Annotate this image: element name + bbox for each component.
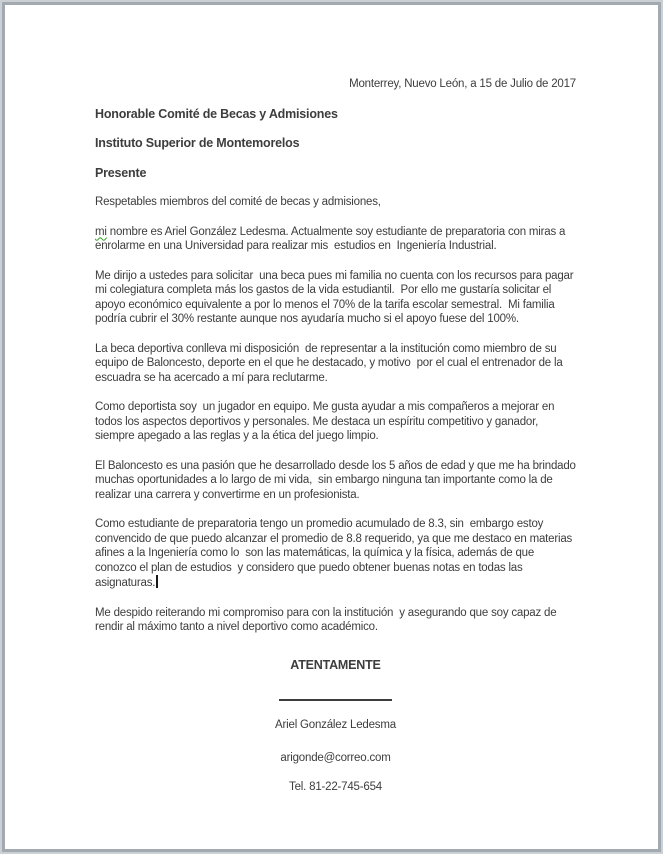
signature-line [279,699,392,701]
recipient-committee: Honorable Comité de Becas y Admisiones [95,106,338,121]
closing-atentamente: ATENTAMENTE [290,657,381,672]
paragraph-passion: El Baloncesto es una pasión que he desarrollado desde los 5 años de edad y que me ha brindado muchas oportunidades a lo largo de mi vida, sin embargo ninguna tan importante como la de realizar una carrera y convertirme en un profesionista. [95,459,579,501]
recipient-institution: Instituto Superior de Montemorelos [95,136,300,150]
paragraph-grades-text: Como estudiante de preparatoria tengo un promedio acumulado de 8.3, sin embargo estoy convencido de que puedo alcanzar el promedio de 8.8 requerido, ya que me destaco en materias afines a la Ingeniería como lo son las matemáticas, la química y la física, además de que conozco el plan de estudios y considero que puedo obtener buenas notas en todas las asignaturas. [95,518,576,589]
paragraph-request: Me dirijo a ustedes para solicitar una beca pues mi familia no cuenta con los recursos para pagar mi colegiatura completa más los gastos de la vida estudiantil. Por ello me gustaría solicitar el apoyo económico equivalente a por lo menos el 70% de la tarifa escolar semestral. Mi familia podría cubrir el 30% restante aunque nos ayudaría mucho si el apoyo fuese del 100%. [95,269,577,325]
signature-name: Ariel González Ledesma [275,719,396,731]
signature-email: arigonde@correo.com [280,751,391,764]
grammar-flagged-word: mi [95,225,107,238]
document-page[interactable] [5,5,658,849]
text-cursor [156,575,158,588]
signature-phone: Tel. 81-22-745-654 [289,781,382,793]
paragraph-grades [95,517,576,591]
paragraph-farewell: Me despido reiterando mi compromiso para con la institución y asegurando que soy capaz de rendir al máximo tanto a nivel deportivo como académico. [95,606,560,633]
salutation: Respetables miembros del comité de becas y admisiones, [95,196,381,208]
paragraph-team-player: Como deportista soy un jugador en equipo. Me gusta ayudar a mis compañeros a mejorar en todos los aspectos deportivos y personales. Me destaca un espíritu competitivo y ganador, siempre apegado a las reglas y a la ética del juego limpio. [95,401,558,442]
recipient-presente: Presente [95,165,147,180]
paragraph-introduction-text: nombre es Ariel González Ledesma. Actualmente soy estudiante de preparatoria con miras a enrolarme en una Universidad para realizar mis estudios en Ingeniería Industrial. [95,225,569,252]
paragraph-introduction [95,225,576,254]
paragraph-sports-commitment: La beca deportiva conlleva mi disposición de representar a la institución como miembro de su equipo de Baloncesto, deporte en el que he destacado, y motivo por el cual el entrenador de la escuadra se ha acercado a mí para reclutarme. [95,342,566,384]
letter-date: Monterrey, Nuevo León, a 15 de Julio de 2017 [349,78,576,90]
